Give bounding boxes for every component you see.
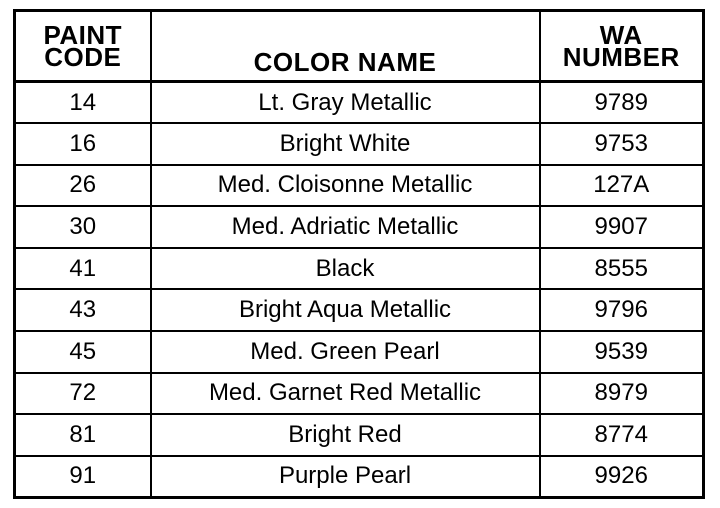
- color-name-cell: Med. Adriatic Metallic: [151, 206, 540, 248]
- color-name-cell: Med. Garnet Red Metallic: [151, 373, 540, 415]
- header-wa-number-line-1: WA: [599, 20, 643, 50]
- paint-code-cell: 30: [15, 206, 151, 248]
- header-paint-code: [15, 11, 151, 82]
- paint-code-cell: 41: [15, 248, 151, 290]
- table-row: [15, 248, 704, 290]
- wa-number-cell: 9796: [540, 289, 704, 331]
- table-row: [15, 456, 704, 498]
- table-row: [15, 206, 704, 248]
- table-row: [15, 373, 704, 415]
- header-wa-number: [540, 11, 704, 82]
- table-row: [15, 123, 704, 165]
- wa-number-cell: 127A: [540, 165, 704, 207]
- table-row: [15, 289, 704, 331]
- paint-code-cell: 26: [15, 165, 151, 207]
- paint-code-table: [13, 9, 705, 499]
- header-color-name: COLOR NAME: [151, 11, 540, 82]
- wa-number-cell: 9539: [540, 331, 704, 373]
- table-row: [15, 165, 704, 207]
- color-name-cell: Lt. Gray Metallic: [151, 82, 540, 124]
- wa-number-cell: 9907: [540, 206, 704, 248]
- table-row: [15, 414, 704, 456]
- table-row: [15, 331, 704, 373]
- paint-code-cell: 16: [15, 123, 151, 165]
- wa-number-cell: 9753: [540, 123, 704, 165]
- table-header-row: [15, 11, 704, 82]
- table-row: [15, 82, 704, 124]
- wa-number-cell: 9789: [540, 82, 704, 124]
- paint-code-cell: 81: [15, 414, 151, 456]
- paint-code-cell: 43: [15, 289, 151, 331]
- paint-code-cell: 91: [15, 456, 151, 498]
- color-name-cell: Black: [151, 248, 540, 290]
- wa-number-cell: 8555: [540, 248, 704, 290]
- color-name-cell: Purple Pearl: [151, 456, 540, 498]
- wa-number-cell: 9926: [540, 456, 704, 498]
- color-name-cell: Med. Green Pearl: [151, 331, 540, 373]
- wa-number-cell: 8979: [540, 373, 704, 415]
- header-paint-code-line-1: PAINT: [43, 20, 123, 50]
- header-wa-number-line-2: NUMBER: [562, 42, 680, 72]
- paint-code-cell: 45: [15, 331, 151, 373]
- color-name-cell: Med. Cloisonne Metallic: [151, 165, 540, 207]
- color-name-cell: Bright Red: [151, 414, 540, 456]
- color-name-cell: Bright White: [151, 123, 540, 165]
- paint-code-cell: 14: [15, 82, 151, 124]
- paint-code-cell: 72: [15, 373, 151, 415]
- wa-number-cell: 8774: [540, 414, 704, 456]
- header-paint-code-line-2: CODE: [44, 42, 122, 72]
- color-name-cell: Bright Aqua Metallic: [151, 289, 540, 331]
